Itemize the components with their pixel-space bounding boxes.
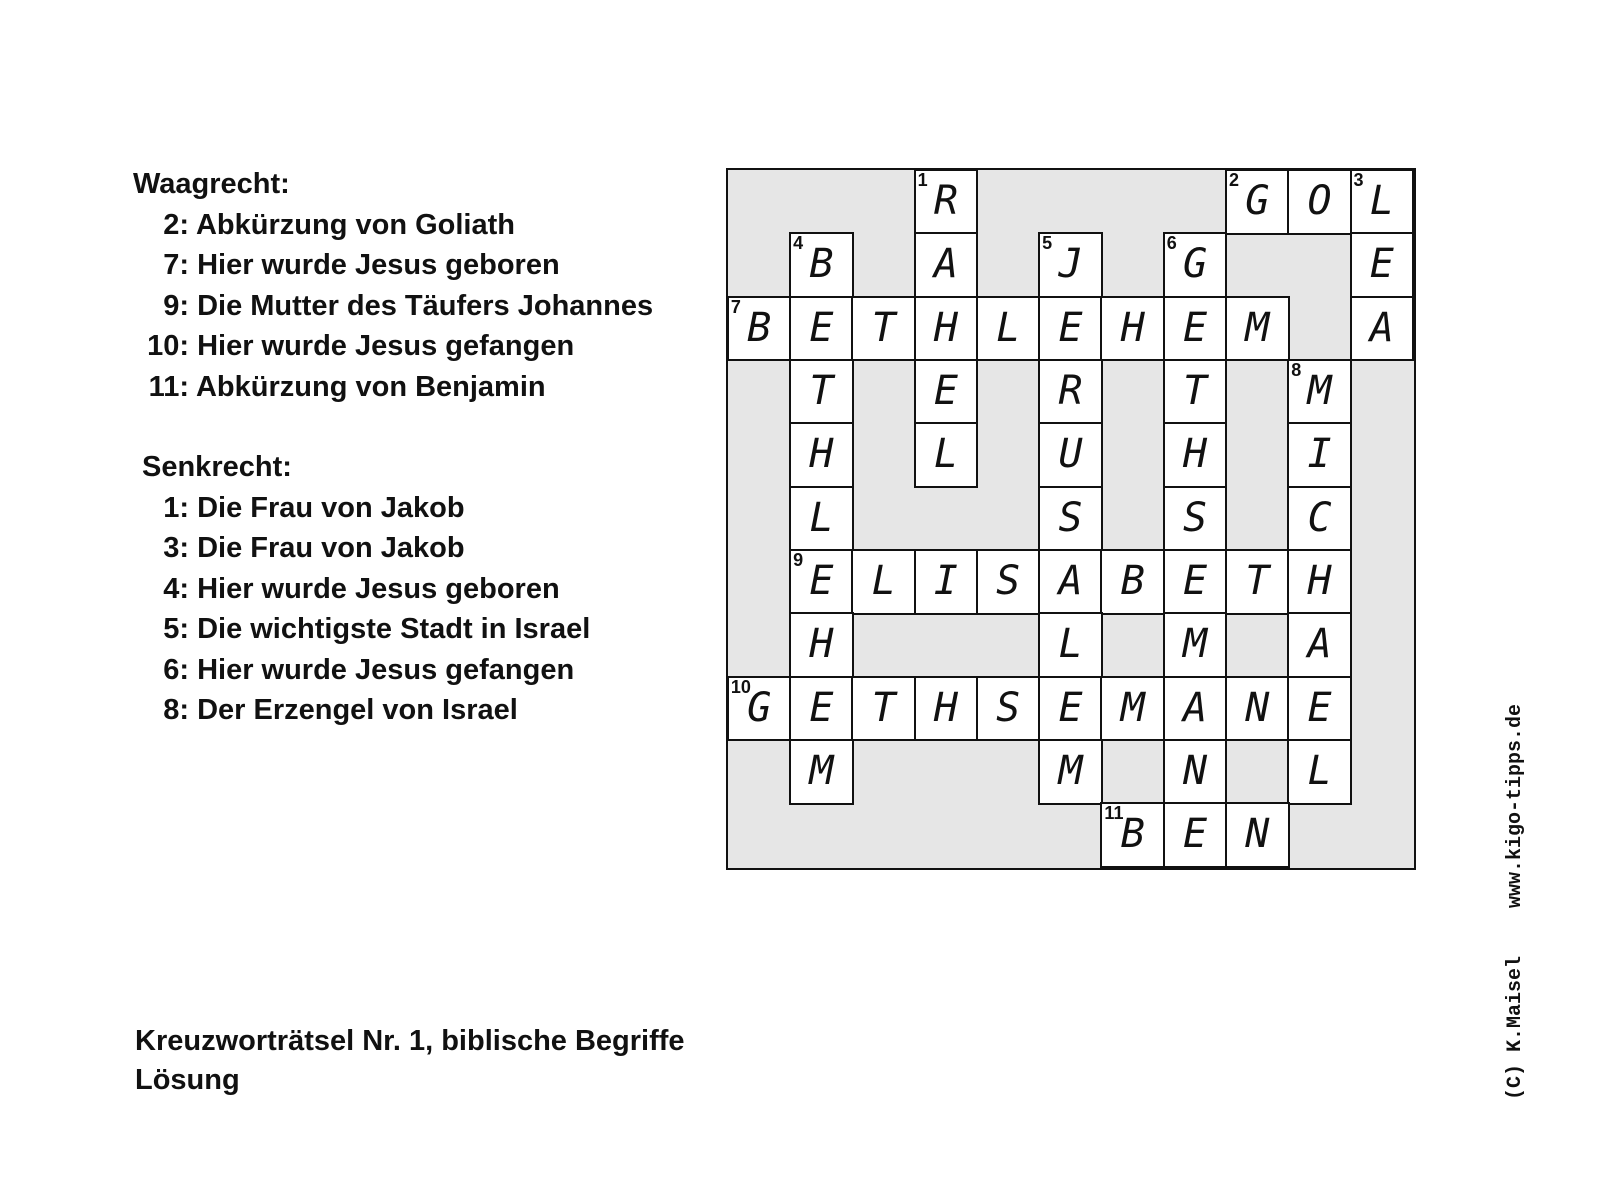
crossword-cell — [1163, 739, 1228, 805]
cell-letter: N — [1245, 811, 1270, 858]
clue-text: Die Frau von Jakob — [197, 491, 465, 524]
cell-letter: N — [1182, 748, 1208, 795]
crossword-cell — [914, 549, 979, 615]
cell-letter: E — [1369, 241, 1394, 288]
cell-letter: A — [1182, 684, 1208, 731]
clue-text: Der Erzengel von Israel — [197, 694, 518, 726]
cell-letter: G — [1182, 241, 1208, 288]
cell-letter: E — [1307, 684, 1332, 731]
crossword-cell — [1287, 169, 1352, 235]
cell-letter: H — [933, 304, 958, 351]
crossword-cell — [1163, 549, 1228, 615]
cell-number: 1 — [917, 169, 928, 190]
clue-text: Hier wurde Jesus geboren — [197, 572, 560, 605]
crossword-cell — [1163, 612, 1228, 678]
cell-letter: L — [1369, 177, 1394, 224]
clue-number: 9: — [163, 289, 189, 322]
crossword-cell — [1287, 676, 1352, 742]
across-clue-2 — [133, 205, 693, 246]
cell-letter: E — [1058, 304, 1083, 351]
crossword-cell — [1287, 486, 1352, 552]
clue-text: Hier wurde Jesus gefangen — [197, 653, 575, 686]
crossword-cell — [1100, 296, 1165, 362]
cell-letter: M — [1120, 684, 1145, 731]
crossword-cell — [851, 296, 916, 362]
cell-letter: E — [809, 684, 834, 731]
crossword-cell — [1225, 676, 1290, 742]
down-clue-6 — [133, 650, 693, 691]
cell-letter: E — [1058, 684, 1083, 731]
cell-number: 2 — [1228, 169, 1239, 190]
cell-letter: E — [1182, 304, 1208, 351]
cell-letter: M — [1245, 304, 1270, 351]
crossword-cell — [727, 296, 792, 362]
crossword-cell — [1163, 486, 1228, 552]
cell-letter: H — [1120, 304, 1145, 351]
crossword-cell — [1225, 802, 1290, 868]
crossword-cell — [976, 296, 1041, 362]
cell-letter: I — [1307, 431, 1332, 478]
cell-letter: A — [933, 241, 958, 288]
cell-number: 8 — [1291, 359, 1302, 380]
cell-letter: T — [871, 304, 896, 351]
cell-letter: B — [1120, 557, 1145, 604]
crossword-cell — [1287, 549, 1352, 615]
cell-letter: B — [1120, 811, 1145, 858]
puzzle-title: Kreuzworträtsel Nr. 1, biblische Begriffe — [135, 1025, 685, 1057]
cell-letter: M — [1307, 367, 1332, 414]
clue-text: Die Frau von Jakob — [197, 532, 465, 564]
crossword-cell — [789, 359, 854, 425]
crossword-cell — [789, 739, 854, 805]
cell-letter: B — [809, 241, 834, 288]
cell-number: 4 — [793, 233, 804, 254]
cell-letter: L — [1307, 748, 1332, 795]
cell-number: 10 — [730, 676, 751, 697]
crossword-cell — [1100, 802, 1165, 868]
clue-number: 11: — [148, 370, 189, 403]
crossword-cell — [1038, 612, 1103, 678]
crossword-cell — [1163, 422, 1228, 488]
crossword-cell — [1038, 676, 1103, 742]
clue-number: 10: — [147, 330, 189, 362]
crossword-cell — [1163, 232, 1228, 298]
cell-letter: L — [1058, 621, 1083, 668]
crossword-cell — [1287, 359, 1352, 425]
cell-letter: E — [809, 557, 834, 604]
cell-letter: T — [1245, 557, 1270, 604]
crossword-cell — [1163, 676, 1228, 742]
cell-number: 5 — [1042, 233, 1053, 254]
clue-text: Abkürzung von Benjamin — [195, 370, 546, 403]
crossword-cell — [914, 676, 979, 742]
cell-letter: H — [809, 621, 834, 668]
across-clue-7 — [133, 245, 693, 286]
copyright-credit: (C) K.Maisel www.kigo-tipps.de — [1504, 703, 1527, 1100]
cell-number: 9 — [793, 549, 804, 570]
clue-number: 4: — [163, 572, 189, 605]
down-clue-8 — [133, 690, 693, 731]
clue-text: Die wichtigste Stadt in Israel — [197, 613, 591, 645]
crossword-cell — [1350, 232, 1415, 298]
crossword-cell — [976, 549, 1041, 615]
crossword-cell — [1163, 359, 1228, 425]
crossword-cell — [1287, 739, 1352, 805]
cell-letter: N — [1245, 684, 1270, 731]
cell-number: 11 — [1104, 803, 1124, 824]
cell-letter: E — [933, 367, 958, 414]
cell-letter: T — [1182, 367, 1208, 414]
clue-list — [133, 164, 693, 731]
cell-letter: T — [809, 367, 834, 414]
cell-letter: S — [996, 684, 1021, 731]
crossword-cell — [976, 676, 1041, 742]
crossword-cell — [1350, 169, 1415, 235]
down-clue-3 — [133, 528, 693, 569]
crossword-cell — [1225, 169, 1290, 235]
crossword-cell — [1038, 232, 1103, 298]
cell-letter: O — [1307, 177, 1332, 224]
across-clue-9 — [133, 286, 693, 327]
clue-text: Hier wurde Jesus geboren — [197, 249, 560, 281]
cell-letter: J — [1058, 241, 1083, 288]
clue-text: Hier wurde Jesus gefangen — [197, 330, 575, 362]
cell-letter: L — [996, 304, 1021, 351]
cell-letter: M — [809, 748, 834, 795]
cell-number: 6 — [1166, 233, 1177, 254]
cell-letter: E — [1182, 811, 1208, 858]
cell-letter: E — [809, 304, 834, 351]
cell-letter: T — [871, 684, 896, 731]
across-clue-10 — [133, 326, 693, 367]
crossword-cell — [1100, 676, 1165, 742]
crossword-cell — [1225, 296, 1290, 362]
crossword-cell — [914, 296, 979, 362]
clue-number: 5: — [163, 613, 189, 645]
cell-letter: H — [1182, 431, 1208, 478]
cell-letter: H — [809, 431, 834, 478]
cell-letter: G — [1245, 177, 1270, 224]
crossword-cell — [1350, 296, 1415, 362]
down-heading: Senkrecht: — [142, 451, 292, 483]
cell-letter: H — [933, 684, 958, 731]
cell-number: 7 — [730, 296, 741, 317]
cell-letter: L — [809, 494, 834, 541]
cell-letter: G — [747, 684, 772, 731]
across-heading: Waagrecht: — [133, 168, 290, 200]
crossword-cell — [1225, 549, 1290, 615]
cell-letter: S — [1058, 494, 1083, 541]
cell-letter: A — [1307, 621, 1332, 668]
clue-number: 7: — [163, 249, 189, 281]
cell-letter: R — [933, 177, 958, 224]
clue-number: 1: — [163, 491, 189, 524]
crossword-cell — [789, 549, 854, 615]
clue-text: Abkürzung von Goliath — [195, 208, 515, 241]
crossword-cell — [1163, 296, 1228, 362]
clue-text: Die Mutter des Täufers Johannes — [197, 289, 654, 322]
cell-letter: S — [996, 557, 1021, 604]
crossword-cell — [1038, 549, 1103, 615]
down-clue-1 — [133, 488, 693, 529]
cell-letter: H — [1307, 557, 1332, 604]
cell-letter: L — [871, 557, 896, 604]
clue-number: 6: — [163, 653, 189, 686]
crossword-cell — [789, 232, 854, 298]
crossword-cell — [1287, 612, 1352, 678]
crossword-cell — [789, 422, 854, 488]
cell-letter: E — [1182, 557, 1208, 604]
crossword-cell — [914, 359, 979, 425]
footer — [135, 1022, 685, 1100]
crossword-cell — [789, 676, 854, 742]
across-clue-11 — [133, 367, 693, 408]
clue-number: 8: — [163, 694, 189, 726]
cell-letter: A — [1369, 304, 1394, 351]
crossword-cell — [851, 676, 916, 742]
crossword-cell — [914, 422, 979, 488]
crossword-cell — [727, 676, 792, 742]
cell-letter: I — [933, 557, 958, 604]
cell-number: 3 — [1353, 169, 1364, 190]
cell-letter: S — [1182, 494, 1208, 541]
crossword-cell — [1038, 359, 1103, 425]
clue-number: 2: — [163, 208, 189, 241]
clue-number: 3: — [163, 532, 189, 564]
crossword-grid — [726, 168, 1416, 870]
cell-letter: R — [1058, 367, 1083, 414]
cell-letter: U — [1058, 431, 1083, 478]
cell-letter: M — [1058, 748, 1083, 795]
down-clue-5 — [133, 609, 693, 650]
crossword-cell — [1038, 486, 1103, 552]
crossword-cell — [1038, 296, 1103, 362]
cell-letter: A — [1058, 557, 1083, 604]
crossword-cell — [1038, 422, 1103, 488]
cell-letter: M — [1182, 621, 1208, 668]
cell-letter: B — [747, 304, 772, 351]
clue-spacer — [133, 407, 693, 447]
solution-label: Lösung — [135, 1064, 240, 1096]
crossword-cell — [1163, 802, 1228, 868]
crossword-cell — [789, 612, 854, 678]
crossword-cell — [914, 232, 979, 298]
crossword-cell — [914, 169, 979, 235]
crossword-cell — [851, 549, 916, 615]
cell-letter: C — [1307, 494, 1332, 541]
crossword-cell — [789, 486, 854, 552]
down-clue-4 — [133, 569, 693, 610]
crossword-cell — [1100, 549, 1165, 615]
cell-letter: L — [933, 431, 958, 478]
crossword-cell — [1038, 739, 1103, 805]
crossword-cell — [1287, 422, 1352, 488]
crossword-cell — [789, 296, 854, 362]
